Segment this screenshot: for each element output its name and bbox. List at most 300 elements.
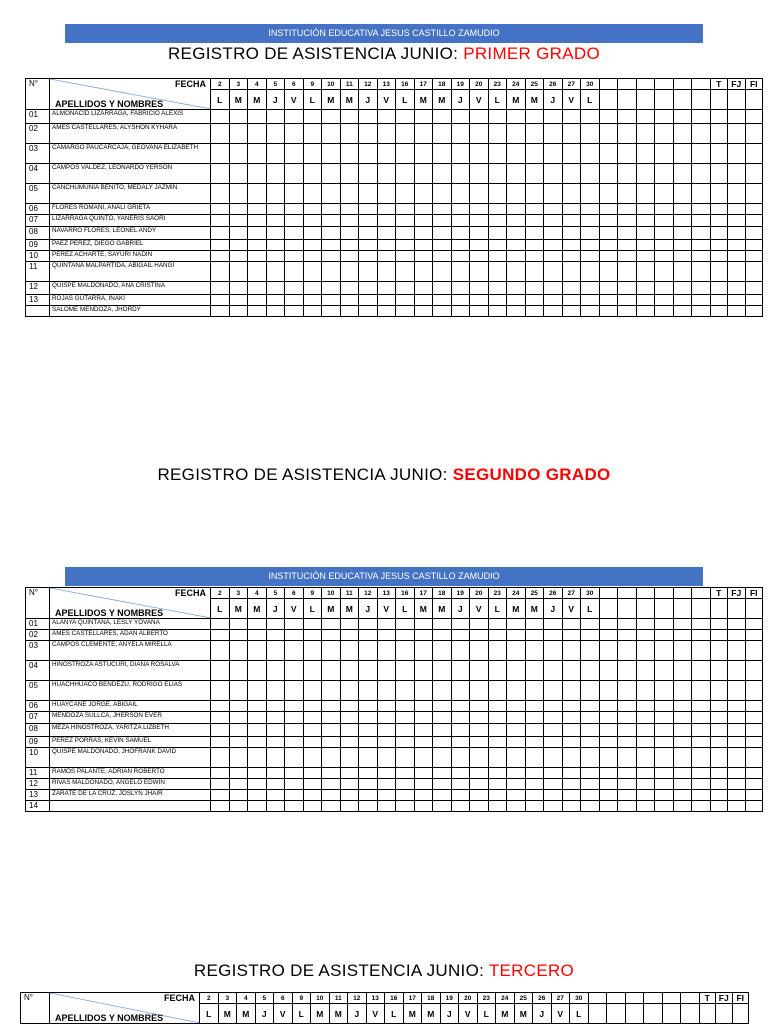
attendance-cell[interactable]: [673, 204, 692, 215]
attendance-cell[interactable]: [488, 712, 507, 724]
attendance-cell[interactable]: [396, 701, 415, 712]
attendance-cell[interactable]: [396, 681, 415, 701]
attendance-cell[interactable]: [544, 110, 563, 124]
attendance-cell[interactable]: [211, 227, 230, 240]
attendance-cell[interactable]: [673, 306, 692, 317]
attendance-cell[interactable]: [285, 204, 304, 215]
attendance-cell[interactable]: [285, 282, 304, 295]
attendance-cell[interactable]: [745, 164, 763, 184]
attendance-cell[interactable]: [340, 768, 359, 779]
attendance-cell[interactable]: [745, 661, 763, 681]
attendance-cell[interactable]: [655, 184, 674, 204]
attendance-cell[interactable]: [303, 282, 322, 295]
attendance-cell[interactable]: [266, 110, 285, 124]
attendance-cell[interactable]: [303, 630, 322, 641]
attendance-cell[interactable]: [525, 701, 544, 712]
attendance-cell[interactable]: [673, 768, 692, 779]
attendance-cell[interactable]: [673, 712, 692, 724]
attendance-cell[interactable]: [581, 184, 600, 204]
attendance-cell[interactable]: [229, 712, 248, 724]
attendance-cell[interactable]: [414, 144, 433, 164]
attendance-cell[interactable]: [581, 724, 600, 737]
attendance-cell[interactable]: [359, 110, 378, 124]
attendance-cell[interactable]: [303, 661, 322, 681]
attendance-cell[interactable]: [266, 801, 285, 812]
attendance-cell[interactable]: [655, 110, 674, 124]
attendance-cell[interactable]: [692, 724, 711, 737]
attendance-cell[interactable]: [248, 184, 267, 204]
attendance-cell[interactable]: [414, 262, 433, 282]
attendance-cell[interactable]: [359, 661, 378, 681]
attendance-cell[interactable]: [433, 681, 452, 701]
attendance-cell[interactable]: [340, 701, 359, 712]
attendance-cell[interactable]: [710, 768, 728, 779]
attendance-cell[interactable]: [396, 737, 415, 748]
attendance-cell[interactable]: [359, 790, 378, 801]
attendance-cell[interactable]: [377, 724, 396, 737]
attendance-cell[interactable]: [655, 227, 674, 240]
attendance-cell[interactable]: [248, 712, 267, 724]
attendance-cell[interactable]: [211, 712, 230, 724]
attendance-cell[interactable]: [414, 295, 433, 306]
attendance-cell[interactable]: [266, 779, 285, 790]
attendance-cell[interactable]: [396, 306, 415, 317]
attendance-cell[interactable]: [359, 779, 378, 790]
attendance-cell[interactable]: [544, 240, 563, 251]
attendance-cell[interactable]: [525, 262, 544, 282]
attendance-cell[interactable]: [322, 790, 341, 801]
attendance-cell[interactable]: [451, 724, 470, 737]
attendance-cell[interactable]: [266, 184, 285, 204]
attendance-cell[interactable]: [636, 240, 655, 251]
attendance-cell[interactable]: [673, 724, 692, 737]
attendance-cell[interactable]: [248, 144, 267, 164]
attendance-cell[interactable]: [433, 227, 452, 240]
attendance-cell[interactable]: [414, 737, 433, 748]
attendance-cell[interactable]: [745, 737, 763, 748]
attendance-cell[interactable]: [710, 184, 728, 204]
attendance-cell[interactable]: [544, 295, 563, 306]
attendance-cell[interactable]: [470, 801, 489, 812]
attendance-cell[interactable]: [396, 801, 415, 812]
attendance-cell[interactable]: [581, 748, 600, 768]
attendance-cell[interactable]: [544, 779, 563, 790]
attendance-cell[interactable]: [451, 295, 470, 306]
attendance-cell[interactable]: [377, 240, 396, 251]
attendance-cell[interactable]: [266, 701, 285, 712]
attendance-cell[interactable]: [562, 164, 581, 184]
attendance-cell[interactable]: [359, 240, 378, 251]
attendance-cell[interactable]: [303, 306, 322, 317]
attendance-cell[interactable]: [488, 262, 507, 282]
attendance-cell[interactable]: [692, 110, 711, 124]
attendance-cell[interactable]: [451, 144, 470, 164]
attendance-cell[interactable]: [229, 144, 248, 164]
attendance-cell[interactable]: [618, 227, 637, 240]
attendance-cell[interactable]: [211, 306, 230, 317]
attendance-cell[interactable]: [451, 164, 470, 184]
attendance-cell[interactable]: [673, 164, 692, 184]
attendance-cell[interactable]: [470, 748, 489, 768]
attendance-cell[interactable]: [507, 641, 526, 661]
attendance-cell[interactable]: [211, 779, 230, 790]
attendance-cell[interactable]: [248, 779, 267, 790]
attendance-cell[interactable]: [340, 641, 359, 661]
attendance-cell[interactable]: [248, 295, 267, 306]
attendance-cell[interactable]: [636, 779, 655, 790]
attendance-cell[interactable]: [581, 144, 600, 164]
attendance-cell[interactable]: [340, 712, 359, 724]
attendance-cell[interactable]: [525, 204, 544, 215]
attendance-cell[interactable]: [248, 282, 267, 295]
attendance-cell[interactable]: [562, 630, 581, 641]
attendance-cell[interactable]: [599, 737, 618, 748]
attendance-cell[interactable]: [581, 110, 600, 124]
attendance-cell[interactable]: [581, 262, 600, 282]
attendance-cell[interactable]: [525, 790, 544, 801]
attendance-cell[interactable]: [488, 227, 507, 240]
attendance-cell[interactable]: [211, 801, 230, 812]
attendance-cell[interactable]: [745, 306, 763, 317]
attendance-cell[interactable]: [544, 262, 563, 282]
attendance-cell[interactable]: [507, 282, 526, 295]
attendance-cell[interactable]: [340, 630, 359, 641]
attendance-cell[interactable]: [451, 768, 470, 779]
attendance-cell[interactable]: [266, 251, 285, 262]
attendance-cell[interactable]: [248, 681, 267, 701]
attendance-cell[interactable]: [414, 661, 433, 681]
attendance-cell[interactable]: [377, 295, 396, 306]
attendance-cell[interactable]: [229, 801, 248, 812]
attendance-cell[interactable]: [525, 630, 544, 641]
attendance-cell[interactable]: [636, 630, 655, 641]
attendance-cell[interactable]: [229, 124, 248, 144]
attendance-cell[interactable]: [229, 240, 248, 251]
attendance-cell[interactable]: [285, 215, 304, 227]
attendance-cell[interactable]: [599, 306, 618, 317]
attendance-cell[interactable]: [433, 215, 452, 227]
attendance-cell[interactable]: [745, 124, 763, 144]
attendance-cell[interactable]: [710, 701, 728, 712]
attendance-cell[interactable]: [303, 227, 322, 240]
attendance-cell[interactable]: [377, 712, 396, 724]
attendance-cell[interactable]: [636, 619, 655, 630]
attendance-cell[interactable]: [599, 661, 618, 681]
attendance-cell[interactable]: [340, 661, 359, 681]
attendance-cell[interactable]: [562, 110, 581, 124]
attendance-cell[interactable]: [470, 282, 489, 295]
attendance-cell[interactable]: [636, 701, 655, 712]
attendance-cell[interactable]: [340, 295, 359, 306]
attendance-cell[interactable]: [655, 681, 674, 701]
attendance-cell[interactable]: [655, 251, 674, 262]
attendance-cell[interactable]: [692, 227, 711, 240]
attendance-cell[interactable]: [470, 240, 489, 251]
attendance-cell[interactable]: [544, 204, 563, 215]
attendance-cell[interactable]: [581, 619, 600, 630]
attendance-cell[interactable]: [673, 701, 692, 712]
attendance-cell[interactable]: [340, 251, 359, 262]
attendance-cell[interactable]: [377, 801, 396, 812]
attendance-cell[interactable]: [618, 724, 637, 737]
attendance-cell[interactable]: [433, 184, 452, 204]
attendance-cell[interactable]: [433, 124, 452, 144]
attendance-cell[interactable]: [507, 619, 526, 630]
attendance-cell[interactable]: [359, 204, 378, 215]
attendance-cell[interactable]: [525, 282, 544, 295]
attendance-cell[interactable]: [728, 790, 746, 801]
attendance-cell[interactable]: [414, 619, 433, 630]
attendance-cell[interactable]: [655, 641, 674, 661]
attendance-cell[interactable]: [396, 641, 415, 661]
attendance-cell[interactable]: [618, 144, 637, 164]
attendance-cell[interactable]: [396, 295, 415, 306]
attendance-cell[interactable]: [451, 779, 470, 790]
attendance-cell[interactable]: [211, 768, 230, 779]
attendance-cell[interactable]: [562, 724, 581, 737]
attendance-cell[interactable]: [745, 204, 763, 215]
attendance-cell[interactable]: [710, 661, 728, 681]
attendance-cell[interactable]: [581, 681, 600, 701]
attendance-cell[interactable]: [618, 641, 637, 661]
attendance-cell[interactable]: [636, 748, 655, 768]
attendance-cell[interactable]: [340, 724, 359, 737]
attendance-cell[interactable]: [488, 724, 507, 737]
attendance-cell[interactable]: [507, 801, 526, 812]
attendance-cell[interactable]: [322, 282, 341, 295]
attendance-cell[interactable]: [396, 619, 415, 630]
attendance-cell[interactable]: [414, 712, 433, 724]
attendance-cell[interactable]: [692, 144, 711, 164]
attendance-cell[interactable]: [692, 124, 711, 144]
attendance-cell[interactable]: [728, 641, 746, 661]
attendance-cell[interactable]: [248, 204, 267, 215]
attendance-cell[interactable]: [266, 282, 285, 295]
attendance-cell[interactable]: [544, 737, 563, 748]
attendance-cell[interactable]: [211, 661, 230, 681]
attendance-cell[interactable]: [581, 282, 600, 295]
attendance-cell[interactable]: [488, 204, 507, 215]
attendance-cell[interactable]: [322, 681, 341, 701]
attendance-cell[interactable]: [470, 724, 489, 737]
attendance-cell[interactable]: [248, 724, 267, 737]
attendance-cell[interactable]: [618, 790, 637, 801]
attendance-cell[interactable]: [636, 110, 655, 124]
attendance-cell[interactable]: [562, 251, 581, 262]
attendance-cell[interactable]: [544, 184, 563, 204]
attendance-cell[interactable]: [414, 801, 433, 812]
attendance-cell[interactable]: [745, 262, 763, 282]
attendance-cell[interactable]: [507, 724, 526, 737]
attendance-cell[interactable]: [488, 630, 507, 641]
attendance-cell[interactable]: [488, 164, 507, 184]
attendance-cell[interactable]: [507, 681, 526, 701]
attendance-cell[interactable]: [507, 184, 526, 204]
attendance-cell[interactable]: [303, 295, 322, 306]
attendance-cell[interactable]: [414, 306, 433, 317]
attendance-cell[interactable]: [396, 251, 415, 262]
attendance-cell[interactable]: [359, 295, 378, 306]
attendance-cell[interactable]: [285, 184, 304, 204]
attendance-cell[interactable]: [396, 282, 415, 295]
attendance-cell[interactable]: [507, 768, 526, 779]
attendance-cell[interactable]: [488, 641, 507, 661]
attendance-cell[interactable]: [599, 110, 618, 124]
attendance-cell[interactable]: [285, 262, 304, 282]
attendance-cell[interactable]: [581, 641, 600, 661]
attendance-cell[interactable]: [673, 184, 692, 204]
attendance-cell[interactable]: [599, 681, 618, 701]
attendance-cell[interactable]: [544, 251, 563, 262]
attendance-cell[interactable]: [544, 768, 563, 779]
attendance-cell[interactable]: [451, 641, 470, 661]
attendance-cell[interactable]: [655, 737, 674, 748]
attendance-cell[interactable]: [673, 262, 692, 282]
attendance-cell[interactable]: [673, 779, 692, 790]
attendance-cell[interactable]: [692, 295, 711, 306]
attendance-cell[interactable]: [248, 215, 267, 227]
attendance-cell[interactable]: [451, 282, 470, 295]
attendance-cell[interactable]: [692, 184, 711, 204]
attendance-cell[interactable]: [544, 801, 563, 812]
attendance-cell[interactable]: [433, 768, 452, 779]
attendance-cell[interactable]: [211, 619, 230, 630]
attendance-cell[interactable]: [470, 204, 489, 215]
attendance-cell[interactable]: [488, 737, 507, 748]
attendance-cell[interactable]: [266, 630, 285, 641]
attendance-cell[interactable]: [710, 790, 728, 801]
attendance-cell[interactable]: [525, 251, 544, 262]
attendance-cell[interactable]: [414, 215, 433, 227]
attendance-cell[interactable]: [414, 701, 433, 712]
attendance-cell[interactable]: [599, 701, 618, 712]
attendance-cell[interactable]: [745, 724, 763, 737]
attendance-cell[interactable]: [340, 204, 359, 215]
attendance-cell[interactable]: [377, 661, 396, 681]
attendance-cell[interactable]: [248, 262, 267, 282]
attendance-cell[interactable]: [488, 768, 507, 779]
attendance-cell[interactable]: [414, 110, 433, 124]
attendance-cell[interactable]: [636, 295, 655, 306]
attendance-cell[interactable]: [673, 240, 692, 251]
attendance-cell[interactable]: [655, 240, 674, 251]
attendance-cell[interactable]: [322, 724, 341, 737]
attendance-cell[interactable]: [525, 768, 544, 779]
attendance-cell[interactable]: [745, 227, 763, 240]
attendance-cell[interactable]: [322, 144, 341, 164]
attendance-cell[interactable]: [488, 240, 507, 251]
attendance-cell[interactable]: [248, 251, 267, 262]
attendance-cell[interactable]: [710, 215, 728, 227]
attendance-cell[interactable]: [451, 184, 470, 204]
attendance-cell[interactable]: [673, 661, 692, 681]
attendance-cell[interactable]: [414, 204, 433, 215]
attendance-cell[interactable]: [211, 701, 230, 712]
attendance-cell[interactable]: [359, 164, 378, 184]
attendance-cell[interactable]: [285, 661, 304, 681]
attendance-cell[interactable]: [229, 251, 248, 262]
attendance-cell[interactable]: [322, 801, 341, 812]
attendance-cell[interactable]: [340, 164, 359, 184]
attendance-cell[interactable]: [470, 619, 489, 630]
attendance-cell[interactable]: [340, 306, 359, 317]
attendance-cell[interactable]: [414, 227, 433, 240]
attendance-cell[interactable]: [618, 282, 637, 295]
attendance-cell[interactable]: [229, 641, 248, 661]
attendance-cell[interactable]: [266, 661, 285, 681]
attendance-cell[interactable]: [488, 144, 507, 164]
attendance-cell[interactable]: [211, 790, 230, 801]
attendance-cell[interactable]: [692, 712, 711, 724]
attendance-cell[interactable]: [692, 737, 711, 748]
attendance-cell[interactable]: [322, 630, 341, 641]
attendance-cell[interactable]: [433, 295, 452, 306]
attendance-cell[interactable]: [581, 737, 600, 748]
attendance-cell[interactable]: [414, 681, 433, 701]
attendance-cell[interactable]: [414, 630, 433, 641]
attendance-cell[interactable]: [562, 712, 581, 724]
attendance-cell[interactable]: [599, 641, 618, 661]
attendance-cell[interactable]: [229, 701, 248, 712]
attendance-cell[interactable]: [229, 737, 248, 748]
attendance-cell[interactable]: [636, 164, 655, 184]
attendance-cell[interactable]: [322, 215, 341, 227]
attendance-cell[interactable]: [266, 681, 285, 701]
attendance-cell[interactable]: [248, 630, 267, 641]
attendance-cell[interactable]: [618, 110, 637, 124]
attendance-cell[interactable]: [710, 110, 728, 124]
attendance-cell[interactable]: [562, 779, 581, 790]
attendance-cell[interactable]: [525, 295, 544, 306]
attendance-cell[interactable]: [266, 124, 285, 144]
attendance-cell[interactable]: [451, 737, 470, 748]
attendance-cell[interactable]: [692, 240, 711, 251]
attendance-cell[interactable]: [525, 184, 544, 204]
attendance-cell[interactable]: [359, 306, 378, 317]
attendance-cell[interactable]: [359, 681, 378, 701]
attendance-cell[interactable]: [396, 215, 415, 227]
attendance-cell[interactable]: [525, 737, 544, 748]
attendance-cell[interactable]: [562, 748, 581, 768]
attendance-cell[interactable]: [710, 779, 728, 790]
attendance-cell[interactable]: [303, 619, 322, 630]
attendance-cell[interactable]: [544, 215, 563, 227]
attendance-cell[interactable]: [470, 630, 489, 641]
attendance-cell[interactable]: [359, 251, 378, 262]
attendance-cell[interactable]: [636, 306, 655, 317]
attendance-cell[interactable]: [359, 124, 378, 144]
attendance-cell[interactable]: [636, 724, 655, 737]
attendance-cell[interactable]: [581, 712, 600, 724]
attendance-cell[interactable]: [451, 262, 470, 282]
attendance-cell[interactable]: [377, 144, 396, 164]
attendance-cell[interactable]: [248, 801, 267, 812]
attendance-cell[interactable]: [285, 737, 304, 748]
attendance-cell[interactable]: [303, 240, 322, 251]
attendance-cell[interactable]: [396, 184, 415, 204]
attendance-cell[interactable]: [599, 184, 618, 204]
attendance-cell[interactable]: [562, 681, 581, 701]
attendance-cell[interactable]: [507, 110, 526, 124]
attendance-cell[interactable]: [710, 641, 728, 661]
attendance-cell[interactable]: [396, 144, 415, 164]
attendance-cell[interactable]: [692, 164, 711, 184]
attendance-cell[interactable]: [655, 724, 674, 737]
attendance-cell[interactable]: [673, 251, 692, 262]
attendance-cell[interactable]: [303, 144, 322, 164]
attendance-cell[interactable]: [745, 712, 763, 724]
attendance-cell[interactable]: [562, 801, 581, 812]
